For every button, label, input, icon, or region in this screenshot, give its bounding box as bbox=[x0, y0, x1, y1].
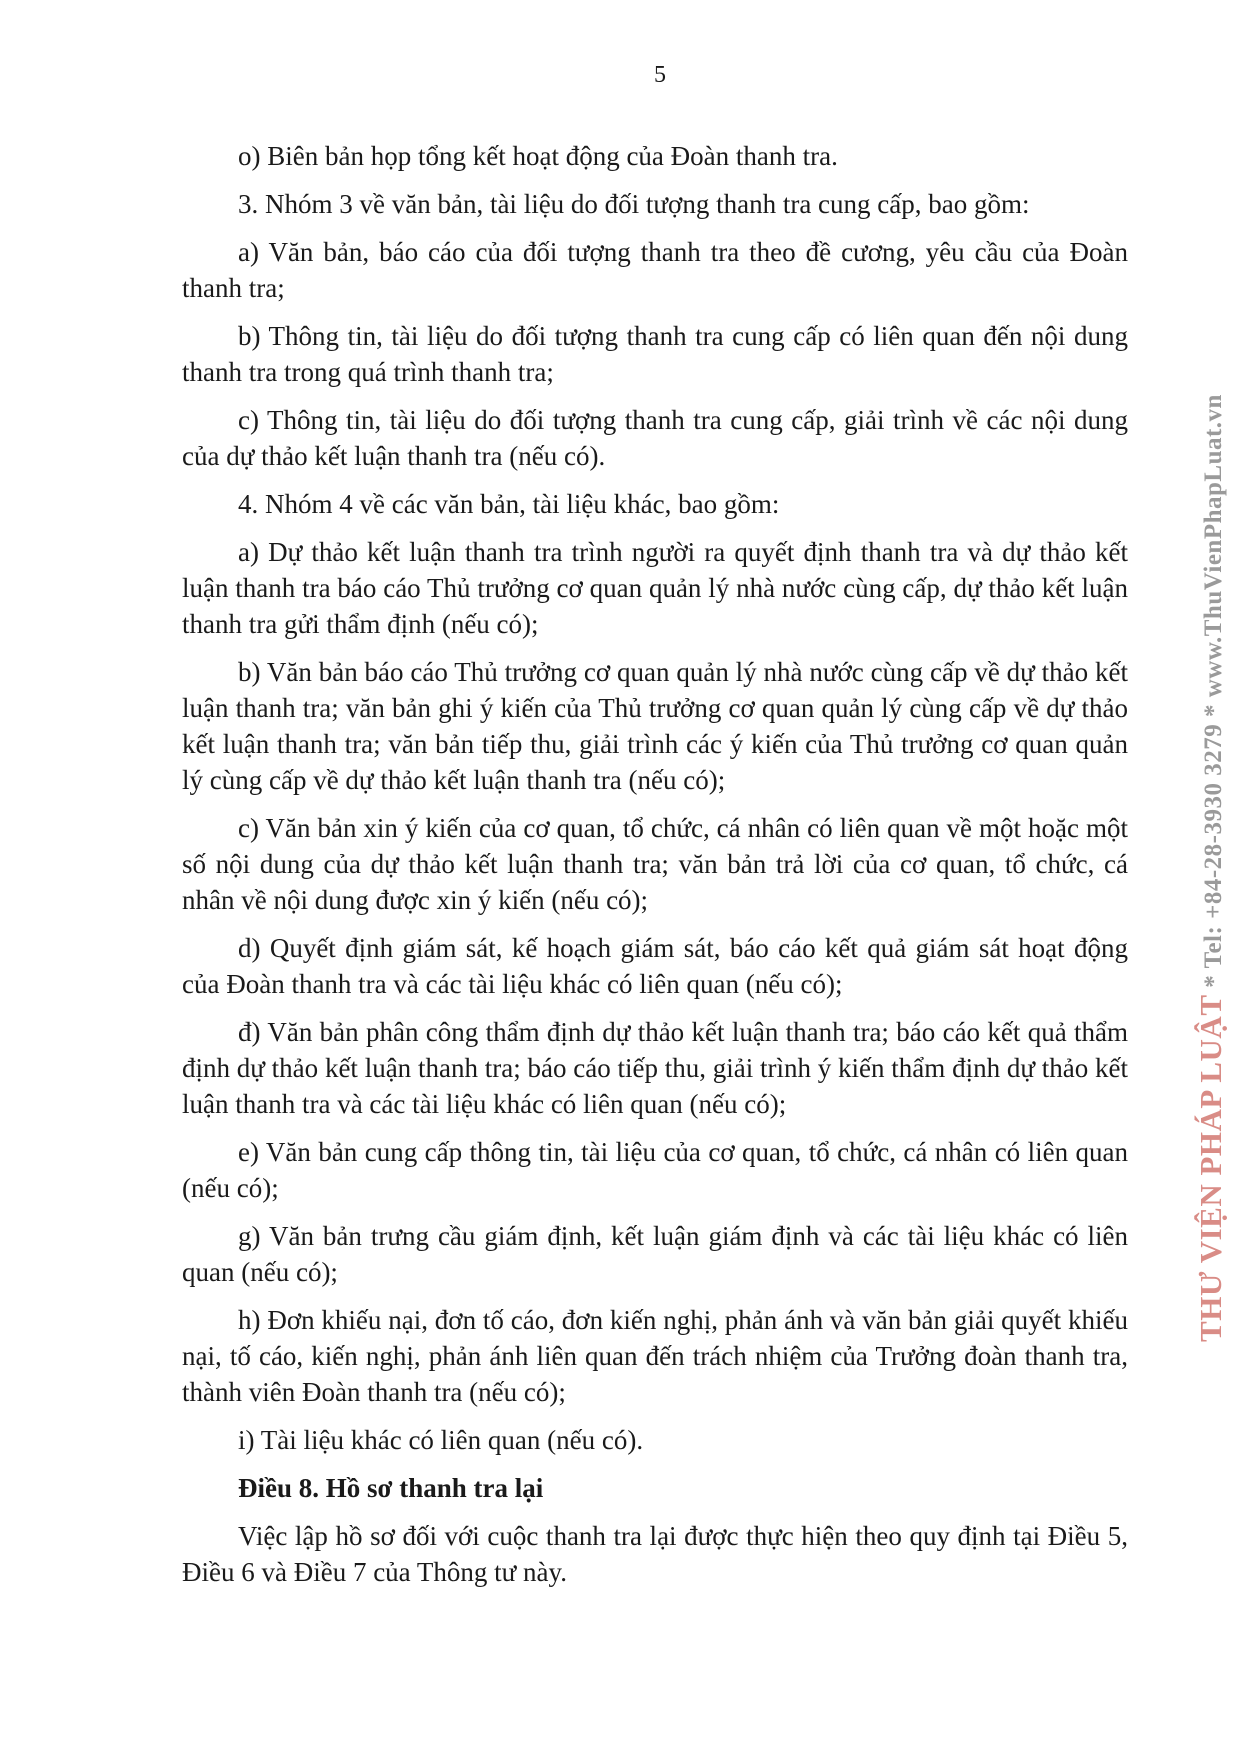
watermark-website: www.ThuVienPhapLuat.vn bbox=[1200, 394, 1227, 698]
watermark-separator: * bbox=[1200, 968, 1227, 995]
paragraph: đ) Văn bản phân công thẩm định dự thảo kết luận thanh tra; báo cáo kết quả thẩm định dự thảo kết luận thanh tra; báo cáo tiếp thu, giải trình ý kiến thẩm định dự thảo kết luận thanh tra và các tài liệu khác có liên quan (nếu có); bbox=[182, 1017, 1128, 1119]
paragraph: o) Biên bản họp tổng kết hoạt động của Đoàn thanh tra. bbox=[238, 141, 838, 171]
paragraph: b) Thông tin, tài liệu do đối tượng thanh tra cung cấp có liên quan đến nội dung thanh tra trong quá trình thanh tra; bbox=[182, 321, 1128, 387]
paragraph: c) Thông tin, tài liệu do đối tượng thanh tra cung cấp, giải trình về các nội dung của dự thảo kết luận thanh tra (nếu có). bbox=[182, 405, 1128, 471]
article-heading: Điều 8. Hồ sơ thanh tra lại bbox=[238, 1473, 544, 1503]
paragraph: a) Văn bản, báo cáo của đối tượng thanh tra theo đề cương, yêu cầu của Đoàn thanh tra; bbox=[182, 237, 1128, 303]
paragraph: 3. Nhóm 3 về văn bản, tài liệu do đối tượng thanh tra cung cấp, bao gồm: bbox=[238, 189, 1030, 219]
paragraph: 4. Nhóm 4 về các văn bản, tài liệu khác, bao gồm: bbox=[238, 489, 780, 519]
document-body bbox=[182, 138, 1128, 1602]
page-number: 5 bbox=[654, 62, 666, 88]
paragraph: c) Văn bản xin ý kiến của cơ quan, tổ chức, cá nhân có liên quan về một hoặc một số nội dung của dự thảo kết luận thanh tra; văn bản trả lời của cơ quan, tổ chức, cá nhân về nội dung được xin ý kiến (nếu có); bbox=[182, 813, 1128, 915]
watermark-separator: * bbox=[1200, 697, 1227, 724]
paragraph: g) Văn bản trưng cầu giám định, kết luận giám định và các tài liệu khác có liên quan (nếu có); bbox=[182, 1221, 1128, 1287]
watermark-phone: Tel: +84-28-3930 3279 bbox=[1200, 723, 1227, 969]
paragraph: h) Đơn khiếu nại, đơn tố cáo, đơn kiến nghị, phản ánh và văn bản giải quyết khiếu nại, tố cáo, kiến nghị, phản ánh liên quan đến trách nhiệm của Trưởng đoàn thanh tra, thành viên Đoàn thanh tra (nếu có); bbox=[182, 1305, 1128, 1407]
watermark-brand: THƯ VIỆN PHÁP LUẬT bbox=[1193, 994, 1228, 1342]
paragraph: b) Văn bản báo cáo Thủ trưởng cơ quan quản lý nhà nước cùng cấp về dự thảo kết luận thanh tra; văn bản ghi ý kiến của Thủ trưởng cơ quan quản lý cùng cấp về dự thảo kết luận thanh tra; văn bản tiếp thu, giải trình các ý kiến của Thủ trưởng cơ quan quản lý cùng cấp về dự thảo kết luận thanh tra (nếu có); bbox=[182, 657, 1128, 795]
paragraph: e) Văn bản cung cấp thông tin, tài liệu của cơ quan, tổ chức, cá nhân có liên quan (nếu có); bbox=[182, 1137, 1128, 1203]
watermark bbox=[1193, 394, 1229, 1342]
paragraph: d) Quyết định giám sát, kế hoạch giám sát, báo cáo kết quả giám sát hoạt động của Đoàn thanh tra và các tài liệu khác có liên quan (nếu có); bbox=[182, 933, 1128, 999]
paragraph: a) Dự thảo kết luận thanh tra trình người ra quyết định thanh tra và dự thảo kết luận thanh tra báo cáo Thủ trưởng cơ quan quản lý nhà nước cùng cấp, dự thảo kết luận thanh tra gửi thẩm định (nếu có); bbox=[182, 537, 1128, 639]
article-body: Việc lập hồ sơ đối với cuộc thanh tra lại được thực hiện theo quy định tại Điều 5, Điều 6 và Điều 7 của Thông tư này. bbox=[182, 1521, 1128, 1587]
paragraph: i) Tài liệu khác có liên quan (nếu có). bbox=[238, 1425, 644, 1455]
